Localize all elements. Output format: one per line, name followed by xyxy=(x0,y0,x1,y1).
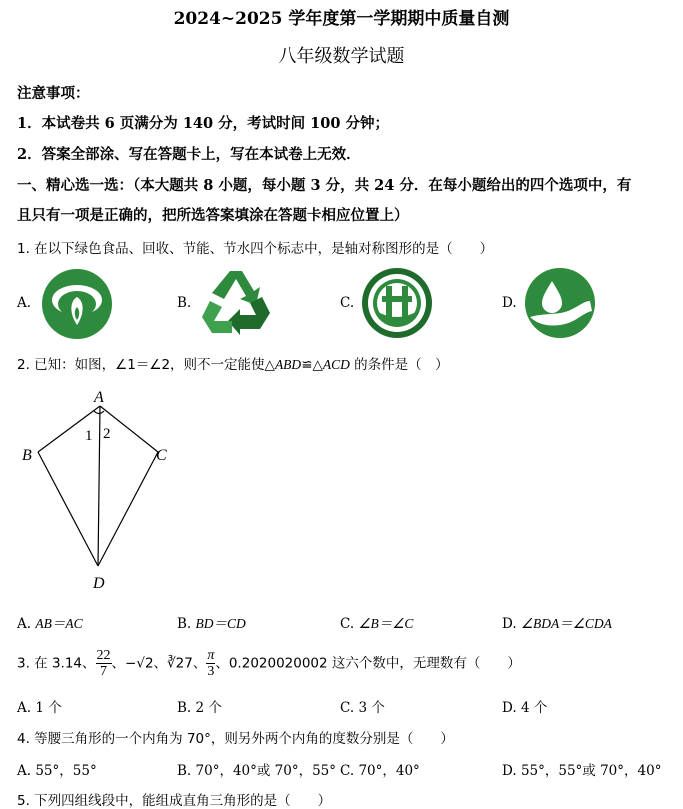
section1-line1: 一、精心选一选：（本大题共 8 小题，每小题 3 分，共 24 分．在每小题给出的四个选项中，有 xyxy=(17,177,632,194)
notice-item-1: 1．本试卷共 6 页满分为 140 分，考试时间 100 分钟； xyxy=(17,115,389,132)
q1-option-c-label: C. xyxy=(340,295,355,311)
fraction-numerator: π xyxy=(207,648,215,663)
option-label: B. xyxy=(177,763,192,779)
segment-cd xyxy=(98,452,158,566)
option-text: ∠BDA＝∠CDA xyxy=(520,616,612,631)
option-label: C. xyxy=(340,763,355,779)
q2-option-c xyxy=(340,612,413,632)
energy-saving-logo-icon xyxy=(360,266,434,340)
q4-option-b xyxy=(177,759,336,779)
option-label: C. xyxy=(340,700,355,716)
option-text: AB＝AC xyxy=(35,616,83,631)
angle-arc xyxy=(94,411,104,414)
kite-figure xyxy=(18,386,188,592)
q3-stem-part: 3. 在 3.14、 xyxy=(17,655,96,672)
fraction-denominator: 7 xyxy=(100,664,108,679)
q4-stem: 4. 等腰三角形的一个内角为 70°，则另外两个内角的度数分别是（ ） xyxy=(17,731,454,747)
exam-subtitle: 八年级数学试题 xyxy=(278,46,405,67)
option-text: 70°，40°或 70°，55° xyxy=(195,763,337,779)
recycle-logo-icon xyxy=(200,267,272,337)
notice-item-2: 2．答案全部涂、写在答题卡上，写在本试卷上无效． xyxy=(17,146,361,163)
q2-option-d xyxy=(502,612,612,632)
green-food-logo-icon xyxy=(40,267,114,341)
fraction-numerator: 22 xyxy=(96,648,111,663)
q2-option-a xyxy=(17,612,83,632)
segment-ad xyxy=(98,406,100,566)
point-c-label: C xyxy=(156,447,167,464)
angle-1-label: 1 xyxy=(85,428,93,444)
option-text: 70°，40° xyxy=(358,763,420,779)
q3-radicals: 、−√2、∛27、 xyxy=(111,655,207,672)
option-text: 2 个 xyxy=(195,700,222,716)
q3-stem xyxy=(17,648,521,679)
fraction-22-7 xyxy=(96,648,112,679)
q5-stem: 5. 下列四组线段中，能组成直角三角形的是（ ） xyxy=(17,793,332,809)
q3-option-c xyxy=(340,696,385,716)
section1-line2: 且只有一项是正确的，把所选答案填涂在答题卡相应位置上） xyxy=(17,207,409,224)
option-label: C. xyxy=(340,616,355,632)
exam-title: 2024~2025 学年度第一学期期中质量自测 xyxy=(173,9,510,29)
q2-stem-tail: 的条件是（ ） xyxy=(349,357,449,373)
q2-triangle-abd: ABD xyxy=(274,357,302,372)
q2-stem-part: 2. 已知：如图，∠1＝∠2，则不一定能使△ xyxy=(17,357,275,373)
q4-option-d xyxy=(502,759,661,779)
option-label: A. xyxy=(17,763,32,779)
q4-option-a xyxy=(17,759,97,779)
q2-congruent-sign: ≌△ xyxy=(301,357,323,373)
option-text: 55°，55° xyxy=(35,763,97,779)
option-label: B. xyxy=(177,616,192,632)
fraction-denominator: 3 xyxy=(207,664,215,679)
option-text: 1 个 xyxy=(35,700,62,716)
option-label: D. xyxy=(502,700,517,716)
option-text: 3 个 xyxy=(358,700,385,716)
q2-triangle-acd: ACD xyxy=(322,357,350,372)
point-a-label: A xyxy=(94,389,104,406)
point-d-label: D xyxy=(93,575,105,592)
q1-option-b-label: B. xyxy=(177,295,192,311)
option-text: 55°，55°或 70°，40° xyxy=(520,763,662,779)
water-saving-logo-icon xyxy=(524,267,596,339)
segment-bd xyxy=(38,452,98,566)
q3-option-d xyxy=(502,696,547,716)
fraction-pi-3 xyxy=(206,648,215,679)
option-label: B. xyxy=(177,700,192,716)
option-label: D. xyxy=(502,763,517,779)
option-text: ∠B＝∠C xyxy=(358,616,414,631)
option-label: D. xyxy=(502,616,517,632)
point-b-label: B xyxy=(22,447,32,464)
option-label: A. xyxy=(17,700,32,716)
q3-stem-tail: 、0.2020020002 这六个数中，无理数有（ ） xyxy=(215,655,521,672)
q1-stem: 1. 在以下绿色食品、回收、节能、节水四个标志中，是轴对称图形的是（ ） xyxy=(17,241,494,257)
angle-2-label: 2 xyxy=(103,426,111,442)
q2-option-b xyxy=(177,612,246,632)
option-text: BD＝CD xyxy=(195,616,246,631)
q4-option-c xyxy=(340,759,420,779)
q1-option-d-label: D. xyxy=(502,295,517,311)
q3-option-b xyxy=(177,696,222,716)
option-label: A. xyxy=(17,616,32,632)
q1-option-a-label: A. xyxy=(17,295,32,311)
q2-stem xyxy=(17,353,449,373)
q3-option-a xyxy=(17,696,62,716)
notice-heading: 注意事项： xyxy=(17,85,90,102)
option-text: 4 个 xyxy=(520,700,548,716)
